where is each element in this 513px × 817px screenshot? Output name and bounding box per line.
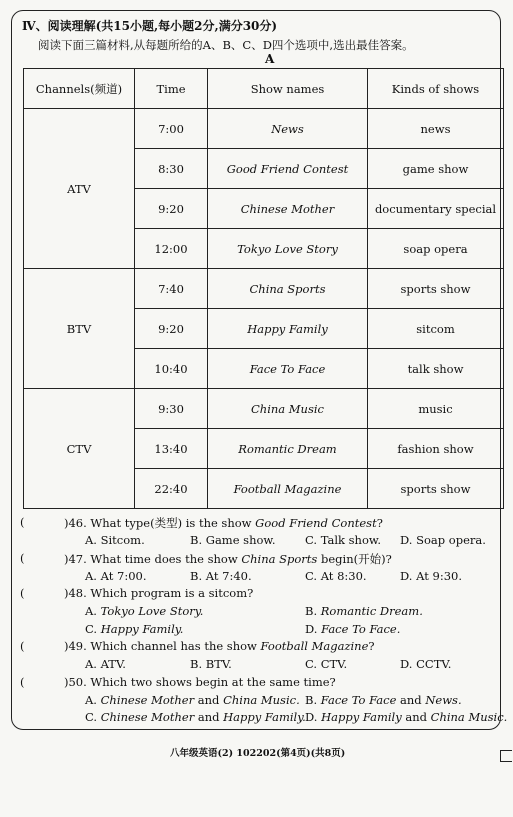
- answer-option[interactable]: [190, 569, 252, 583]
- show-name-cell: China Sports: [208, 269, 368, 309]
- answer-paren: (: [20, 674, 25, 689]
- option-letter: D.: [400, 657, 417, 671]
- option-show-b: China Music.: [223, 692, 300, 707]
- section-title: Ⅳ、阅读理解(共15小题,每小题2分,满分30分): [22, 19, 278, 33]
- passage-label: A: [265, 52, 275, 66]
- options-row: [20, 693, 508, 711]
- stem-text-end: ?: [368, 639, 375, 653]
- option-letter: C.: [85, 621, 101, 636]
- page-footer: 八年级英语(2) 102202(第4页)(共8页): [170, 748, 346, 759]
- option-text: Tokyo Love Story.: [100, 604, 204, 618]
- option-letter: B.: [305, 692, 321, 707]
- show-kind-cell: sports show: [368, 269, 504, 309]
- stem-text: Which channel has the show: [86, 639, 261, 653]
- show-kind-cell: sports show: [368, 469, 504, 509]
- answer-option[interactable]: [85, 622, 183, 636]
- header-kinds: Kinds of shows: [368, 69, 504, 109]
- answer-option[interactable]: [85, 693, 300, 707]
- question-stem: [20, 639, 508, 657]
- option-text: CTV.: [320, 657, 348, 671]
- answer-option[interactable]: [400, 533, 486, 547]
- table-row: [24, 109, 504, 149]
- options-row: [20, 533, 508, 551]
- option-letter: B.: [305, 604, 321, 618]
- header-channels: Channels(频道): [24, 69, 135, 109]
- option-text: CCTV.: [416, 657, 452, 671]
- stem-show-name: Good Friend Contest: [255, 516, 377, 530]
- option-text: ATV.: [100, 657, 126, 671]
- question-number: )48.: [64, 586, 87, 600]
- option-show-a: Chinese Mother: [100, 692, 195, 707]
- answer-paren: (: [20, 586, 25, 600]
- answer-paren: (: [20, 550, 25, 565]
- show-name-cell: China Music: [208, 389, 368, 429]
- show-kind-cell: talk show: [368, 349, 504, 389]
- options-row: [20, 710, 508, 728]
- time-cell: 8:30: [135, 149, 208, 189]
- question-number: )50.: [64, 674, 87, 689]
- show-kind-cell: fashion show: [368, 429, 504, 469]
- channel-cell: BTV: [24, 269, 135, 389]
- answer-option[interactable]: [85, 657, 126, 671]
- option-and: and: [194, 692, 224, 707]
- option-show-a: Face To Face: [320, 692, 397, 707]
- show-name-cell: Face To Face: [208, 349, 368, 389]
- show-kind-cell: music: [368, 389, 504, 429]
- option-text: Soap opera.: [416, 533, 486, 547]
- table-header-row: [24, 69, 504, 109]
- time-cell: 9:20: [135, 309, 208, 349]
- option-text: At 7:40.: [205, 568, 252, 583]
- show-name-cell: Chinese Mother: [208, 189, 368, 229]
- show-kind-cell: game show: [368, 149, 504, 189]
- answer-option[interactable]: [85, 569, 147, 583]
- answer-paren: (: [20, 515, 25, 529]
- time-cell: 10:40: [135, 349, 208, 389]
- options-row: [20, 569, 508, 587]
- option-text: Sitcom.: [100, 533, 145, 547]
- stem-show-name: Football Magazine: [260, 639, 369, 653]
- option-letter: D.: [305, 621, 322, 636]
- option-show-b: Happy Family.: [223, 710, 306, 724]
- option-letter: C.: [85, 710, 101, 724]
- stem-text: Which two shows begin at the same time?: [86, 674, 336, 689]
- option-letter: B.: [190, 657, 206, 671]
- answer-option[interactable]: [305, 604, 423, 618]
- page-edge-box: [500, 750, 512, 762]
- option-and: and: [396, 692, 426, 707]
- stem-text: What time does the show: [86, 551, 242, 566]
- question-number: )46.: [64, 516, 87, 530]
- option-text: Happy Family.: [100, 621, 184, 636]
- options-row: [20, 657, 508, 675]
- option-and: and: [401, 710, 431, 724]
- show-kind-cell: news: [368, 109, 504, 149]
- option-text: BTV.: [205, 657, 232, 671]
- option-letter: D.: [400, 533, 417, 547]
- stem-text: What type(类型) is the show: [86, 516, 256, 530]
- answer-option[interactable]: [400, 657, 451, 671]
- time-cell: 9:20: [135, 189, 208, 229]
- answer-option[interactable]: [85, 604, 203, 618]
- question-number: )47.: [64, 551, 87, 566]
- header-show-names: Show names: [208, 69, 368, 109]
- option-text: Romantic Dream.: [320, 604, 423, 618]
- show-name-cell: Tokyo Love Story: [208, 229, 368, 269]
- time-cell: 7:40: [135, 269, 208, 309]
- option-letter: D.: [305, 710, 322, 724]
- answer-option[interactable]: [400, 569, 462, 583]
- option-letter: A.: [85, 692, 101, 707]
- options-row: [20, 622, 508, 640]
- option-show-a: Happy Family: [321, 710, 402, 724]
- answer-option[interactable]: [190, 657, 232, 671]
- option-letter: A.: [85, 533, 101, 547]
- time-cell: 12:00: [135, 229, 208, 269]
- show-name-cell: Football Magazine: [208, 469, 368, 509]
- question-stem: [20, 515, 508, 533]
- time-cell: 7:00: [135, 109, 208, 149]
- answer-option[interactable]: [190, 533, 276, 547]
- answer-option[interactable]: [85, 710, 306, 724]
- option-text: At 9:30.: [416, 568, 462, 583]
- option-and: and: [194, 710, 224, 724]
- time-cell: 9:30: [135, 389, 208, 429]
- show-kind-cell: documentary special: [368, 189, 504, 229]
- question-number: )49.: [64, 639, 87, 653]
- stem-text-end: ?: [376, 516, 383, 530]
- answer-paren: (: [20, 639, 25, 653]
- answer-option[interactable]: [305, 569, 367, 583]
- show-name-cell: Happy Family: [208, 309, 368, 349]
- show-name-cell: Good Friend Contest: [208, 149, 368, 189]
- channel-cell: CTV: [24, 389, 135, 509]
- option-letter: A.: [85, 604, 101, 618]
- option-text: Talk show.: [320, 533, 382, 547]
- answer-option[interactable]: [305, 622, 400, 636]
- question-stem: [20, 586, 508, 604]
- option-show-a: Chinese Mother: [100, 710, 195, 724]
- option-text: At 8:30.: [320, 568, 367, 583]
- answer-option[interactable]: [305, 533, 381, 547]
- stem-text-end: begin(开始)?: [317, 551, 392, 566]
- answer-option[interactable]: [85, 533, 145, 547]
- tv-schedule-table: [23, 68, 504, 509]
- option-letter: A.: [85, 568, 101, 583]
- option-show-b: News.: [425, 692, 462, 707]
- header-time: Time: [135, 69, 208, 109]
- table-row: [24, 389, 504, 429]
- show-kind-cell: sitcom: [368, 309, 504, 349]
- option-letter: A.: [85, 657, 101, 671]
- option-letter: B.: [190, 568, 206, 583]
- table-row: [24, 269, 504, 309]
- option-letter: C.: [305, 568, 321, 583]
- question-stem: [20, 675, 508, 693]
- show-kind-cell: soap opera: [368, 229, 504, 269]
- stem-show-name: China Sports: [241, 551, 318, 566]
- answer-option[interactable]: [305, 657, 347, 671]
- option-letter: C.: [305, 657, 321, 671]
- option-letter: B.: [190, 533, 206, 547]
- option-letter: D.: [400, 568, 417, 583]
- questions-list: [20, 515, 508, 728]
- answer-option[interactable]: [305, 710, 507, 724]
- show-name-cell: Romantic Dream: [208, 429, 368, 469]
- option-show-b: China Music.: [430, 710, 508, 724]
- time-cell: 22:40: [135, 469, 208, 509]
- time-cell: 13:40: [135, 429, 208, 469]
- option-letter: C.: [305, 533, 321, 547]
- answer-option[interactable]: [305, 693, 462, 707]
- stem-text: Which program is a sitcom?: [86, 586, 254, 600]
- channel-cell: ATV: [24, 109, 135, 269]
- option-text: Game show.: [205, 533, 276, 547]
- option-text: Face To Face.: [321, 621, 401, 636]
- question-stem: [20, 551, 508, 569]
- options-row: [20, 604, 508, 622]
- instructions: 阅读下面三篇材料,从每题所给的A、B、C、D四个选项中,选出最佳答案。: [38, 38, 414, 52]
- show-name-cell: News: [208, 109, 368, 149]
- option-text: At 7:00.: [100, 568, 147, 583]
